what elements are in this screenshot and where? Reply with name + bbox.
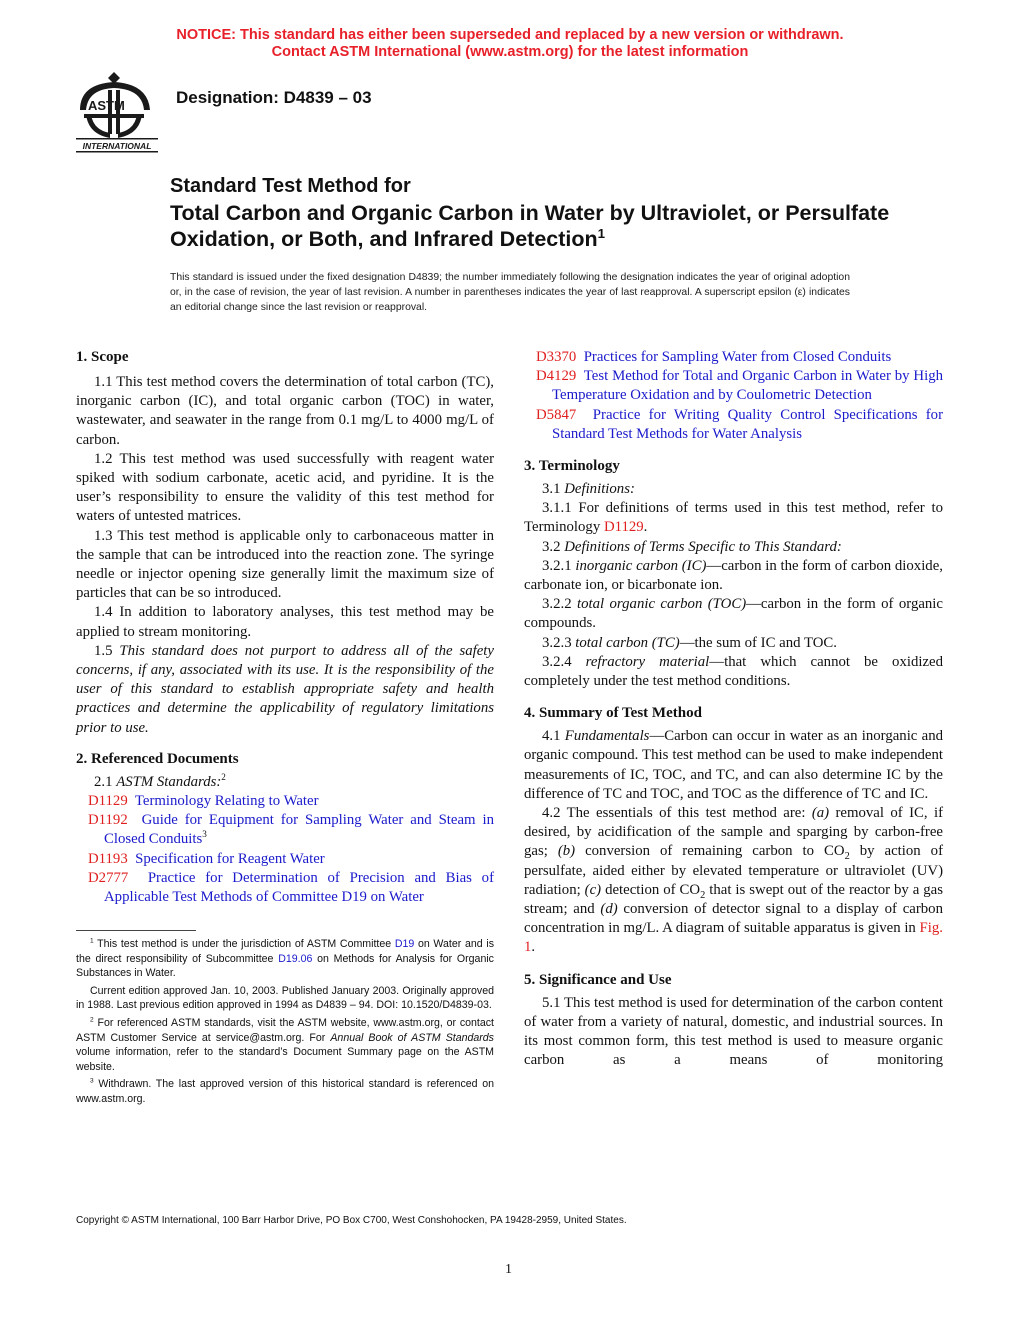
term-name: refractory material <box>585 653 710 670</box>
ref-item[interactable] <box>76 811 494 849</box>
summary-4-1-text: —Carbon can occur in water as an inorganic and organic compound. This test method can be used to make independent measurements of IC, TOC, and TC, and can also determine IC by the difference of TC and TOC, and TOC as the difference of TC and IC. <box>524 728 944 802</box>
ref-title[interactable]: Test Method for Total and Organic Carbon in Water by High Temperature Oxidation and by Coulometric Detection <box>552 368 944 404</box>
term-definition: —carbon in the form of carbon dioxide, carbonate ion, or bicarbonate ion. <box>524 557 943 594</box>
term-3-1-1-end: . <box>643 519 648 536</box>
summary-4-1-term: Fundamentals <box>564 728 650 745</box>
ref-title[interactable]: Practice for Determination of Precision and Bias of Applicable Test Methods of Committee D19 on Water <box>104 869 494 906</box>
footnotes <box>76 937 494 1107</box>
scope-1-2: 1.2 This test method was used successfully with reagent water spiked with sodium carbonate, acetic acid, and pyridine. It is the user’s responsibility to ensure the validity of this test method for waters of untested matrices. <box>76 450 494 525</box>
ref-item[interactable] <box>76 850 494 869</box>
footnote-2 <box>76 1016 494 1074</box>
ref-code[interactable]: D1192 <box>88 812 128 829</box>
ref-title[interactable]: Guide for Equipment for Sampling Water and Steam in Closed Conduits <box>104 812 495 848</box>
summary-heading: 4. Summary of Test Method <box>524 705 702 722</box>
ref-item[interactable] <box>524 406 943 444</box>
term-num: 3.2.3 <box>542 634 572 651</box>
footnote-edition: Current edition approved Jan. 10, 2003. Published January 2003. Originally approved in 1988. Last previous edition approved in 1994 as D4839 – 94. DOI: 10.1520/D4839-03. <box>76 984 494 1012</box>
footnote-3-mark: 3 <box>90 1077 94 1085</box>
committee-d19-link[interactable]: D19 <box>394 938 415 950</box>
title-footnote-mark: 1 <box>597 225 606 241</box>
notice-line-2: Contact ASTM International (www.astm.org) for the latest information <box>271 44 749 60</box>
term-3-2-1 <box>524 557 943 595</box>
footnote-3-text: Withdrawn. The last approved version of this historical standard is referenced on www.astm.org. <box>76 1078 494 1105</box>
refdocs-2-1-num: 2.1 <box>94 773 113 790</box>
term-3-2 <box>524 538 943 557</box>
refdocs-heading: 2. Referenced Documents <box>76 750 239 767</box>
ref-title[interactable]: Practice for Writing Quality Control Specifications for Standard Test Methods for Water Analysis <box>552 406 943 442</box>
scope-1-5-num: 1.5 <box>94 642 113 659</box>
term-3-2-3 <box>524 634 943 653</box>
footnote-2-text-b: volume information, refer to the standard’s Document Summary page on the ASTM website. <box>76 1046 494 1073</box>
ref-code[interactable]: D1193 <box>88 850 128 867</box>
term-name: total carbon (TC) <box>575 634 680 651</box>
copyright-footer: Copyright © ASTM International, 100 Barr Harbor Drive, PO Box C700, West Conshohocken, PA 19428-2959, United States. <box>76 1215 627 1226</box>
astm-logo <box>66 70 166 154</box>
term-num: 3.2.4 <box>542 653 572 670</box>
scope-1-1: 1.1 This test method covers the determination of total carbon (TC), inorganic carbon (IC), and total organic carbon (TOC) in water, wastewater, and seawater in the range from 0.1 mg/L to 4000 mg/L of carbon. <box>76 374 494 448</box>
fig-1-link[interactable]: Fig. 1 <box>524 920 943 956</box>
terminology-heading: 3. Terminology <box>524 458 620 475</box>
ref-title[interactable]: Practices for Sampling Water from Closed Conduits <box>583 349 892 365</box>
designation: Designation: D4839 – 03 <box>176 88 372 107</box>
scope-1-3: 1.3 This test method is applicable only to carbonaceous matter in the sample that can be introduced into the reaction zone. The syringe needle or injector opening size generally limit the maximum size of particles that can be so introduced. <box>76 527 494 602</box>
term-num: 3.2.1 <box>542 557 572 574</box>
term-3-1-label: Definitions: <box>564 481 635 498</box>
ref-item[interactable] <box>76 792 494 811</box>
term-3-1 <box>524 480 943 499</box>
footnote-2-mark: 2 <box>90 1016 94 1024</box>
footnote-1-text-b: on Water and is the direct responsibility of Subcommittee <box>76 938 494 965</box>
term-definition: —that which cannot be oxidized completely under the test method conditions. <box>524 653 943 690</box>
summary-4-2: 4.2 The essentials of this test method are: (a) removal of IC, if desired, by acidification of the sample and sparging by carbon-free gas; (b) conversion of remaining carbon to $CO_2$ by action of persulfate, aided either by elevated temperature or ultraviolet (UV) radiation; (c) detection of $CO_2$ that is swept out of the reactor by a gas stream; and (d) conversion of detector signal to a display of carbon concentration in mg/L. A diagram of suitable apparatus is given in Fig. 1. <box>524 805 943 956</box>
significance-heading: 5. Significance and Use <box>524 971 672 988</box>
footnote-2-italic: Annual Book of ASTM Standards <box>330 1031 494 1044</box>
significance-5-1: 5.1 This test method is used for determination of the carbon content of water from a variety of natural, domestic, and industrial sources. In its most common form, this test method is used to measure organic carbon as a means of monitoring <box>524 994 943 1069</box>
term-3-2-2 <box>524 595 943 633</box>
scope-1-5 <box>76 642 494 738</box>
issuance-statement: This standard is issued under the fixed designation D4839; the number immediately following the designation indicates the year of original adoption or, in the case of revision, the year of last revision. A number in parentheses indicates the year of last reapproval. A superscript epsilon (ε) indicates an editorial change since the last revision or reapproval. <box>170 272 850 313</box>
term-3-2-num: 3.2 <box>542 538 561 555</box>
ref-code[interactable]: D4129 <box>536 368 577 385</box>
ref-footnote-mark: 3 <box>202 829 207 840</box>
scope-1-4: 1.4 In addition to laboratory analyses, this test method may be applied to stream monitoring. <box>76 604 494 640</box>
ref-item[interactable] <box>76 869 494 907</box>
notice-line-1: NOTICE: This standard has either been superseded and replaced by a new version or withdrawn. <box>176 27 844 43</box>
footnote-1 <box>76 937 494 981</box>
ref-code[interactable]: D5847 <box>536 406 577 423</box>
term-name: total organic carbon (TOC) <box>577 596 747 613</box>
left-column <box>76 348 494 907</box>
term-definition: —the sum of IC and TOC. <box>679 634 837 651</box>
summary-4-1-num: 4.1 <box>542 728 561 745</box>
ref-item[interactable] <box>524 367 943 405</box>
ref-code[interactable]: D3370 <box>536 349 577 365</box>
ref-title[interactable]: Specification for Reagent Water <box>135 850 325 867</box>
scope-heading: 1. Scope <box>76 349 129 365</box>
term-num: 3.2.2 <box>542 596 572 613</box>
withdrawal-notice <box>0 27 1020 61</box>
right-column <box>524 348 943 1071</box>
footnote-1-text-c: on Methods for Analysis for Organic Substances in Water. <box>76 952 494 980</box>
logo-word: ASTM <box>88 98 125 113</box>
refdocs-2-1 <box>76 773 494 792</box>
refdocs-2-1-mark: 2 <box>221 771 226 782</box>
scope-1-5-text: This standard does not purport to address all of the safety concerns, if any, associated with its use. It is the responsibility of the user of this standard to establish appropriate safety and health practices and determine the applicability of regulatory limitations prior to use. <box>76 642 494 736</box>
ref-title[interactable]: Terminology Relating to Water <box>134 793 319 810</box>
term-definition: —carbon in the form of organic compounds. <box>524 596 943 632</box>
term-3-1-1 <box>524 499 943 537</box>
footnote-divider <box>76 930 196 931</box>
term-name: inorganic carbon (IC) <box>575 557 707 574</box>
footnote-2-text-a: For referenced ASTM standards, visit the ASTM website, www.astm.org, or contact ASTM Customer Service at service@astm.org. For <box>76 1016 495 1044</box>
logo-tagline: INTERNATIONAL <box>82 141 152 151</box>
refdocs-2-1-label: ASTM Standards: <box>116 773 222 790</box>
term-3-2-4 <box>524 653 943 691</box>
d1129-link[interactable]: D1129 <box>603 519 644 536</box>
title-line-1: Standard Test Method for <box>170 175 411 197</box>
footnote-3 <box>76 1077 494 1106</box>
term-3-2-label: Definitions of Terms Specific to This Standard: <box>564 538 842 555</box>
ref-code[interactable]: D1129 <box>88 793 128 810</box>
ref-item[interactable] <box>524 348 943 367</box>
footnote-1-text-a: This test method is under the jurisdiction of ASTM Committee <box>97 938 395 950</box>
subcommittee-d19-06-link[interactable]: D19.06 <box>278 952 313 965</box>
term-3-1-num: 3.1 <box>542 481 561 498</box>
summary-4-1 <box>524 727 943 804</box>
astm-logo-icon <box>66 70 166 154</box>
footnote-1-mark: 1 <box>90 937 94 945</box>
ref-code[interactable]: D2777 <box>88 869 129 886</box>
term-3-1-1-text: 3.1.1 For definitions of terms used in this test method, refer to Terminology <box>524 500 943 536</box>
document-title <box>170 200 890 252</box>
title-line-2: Total Carbon and Organic Carbon in Water by Ultraviolet, or Persulfate Oxidation, or Both, and Infrared Detection <box>170 201 890 251</box>
page-number: 1 <box>505 1262 512 1277</box>
